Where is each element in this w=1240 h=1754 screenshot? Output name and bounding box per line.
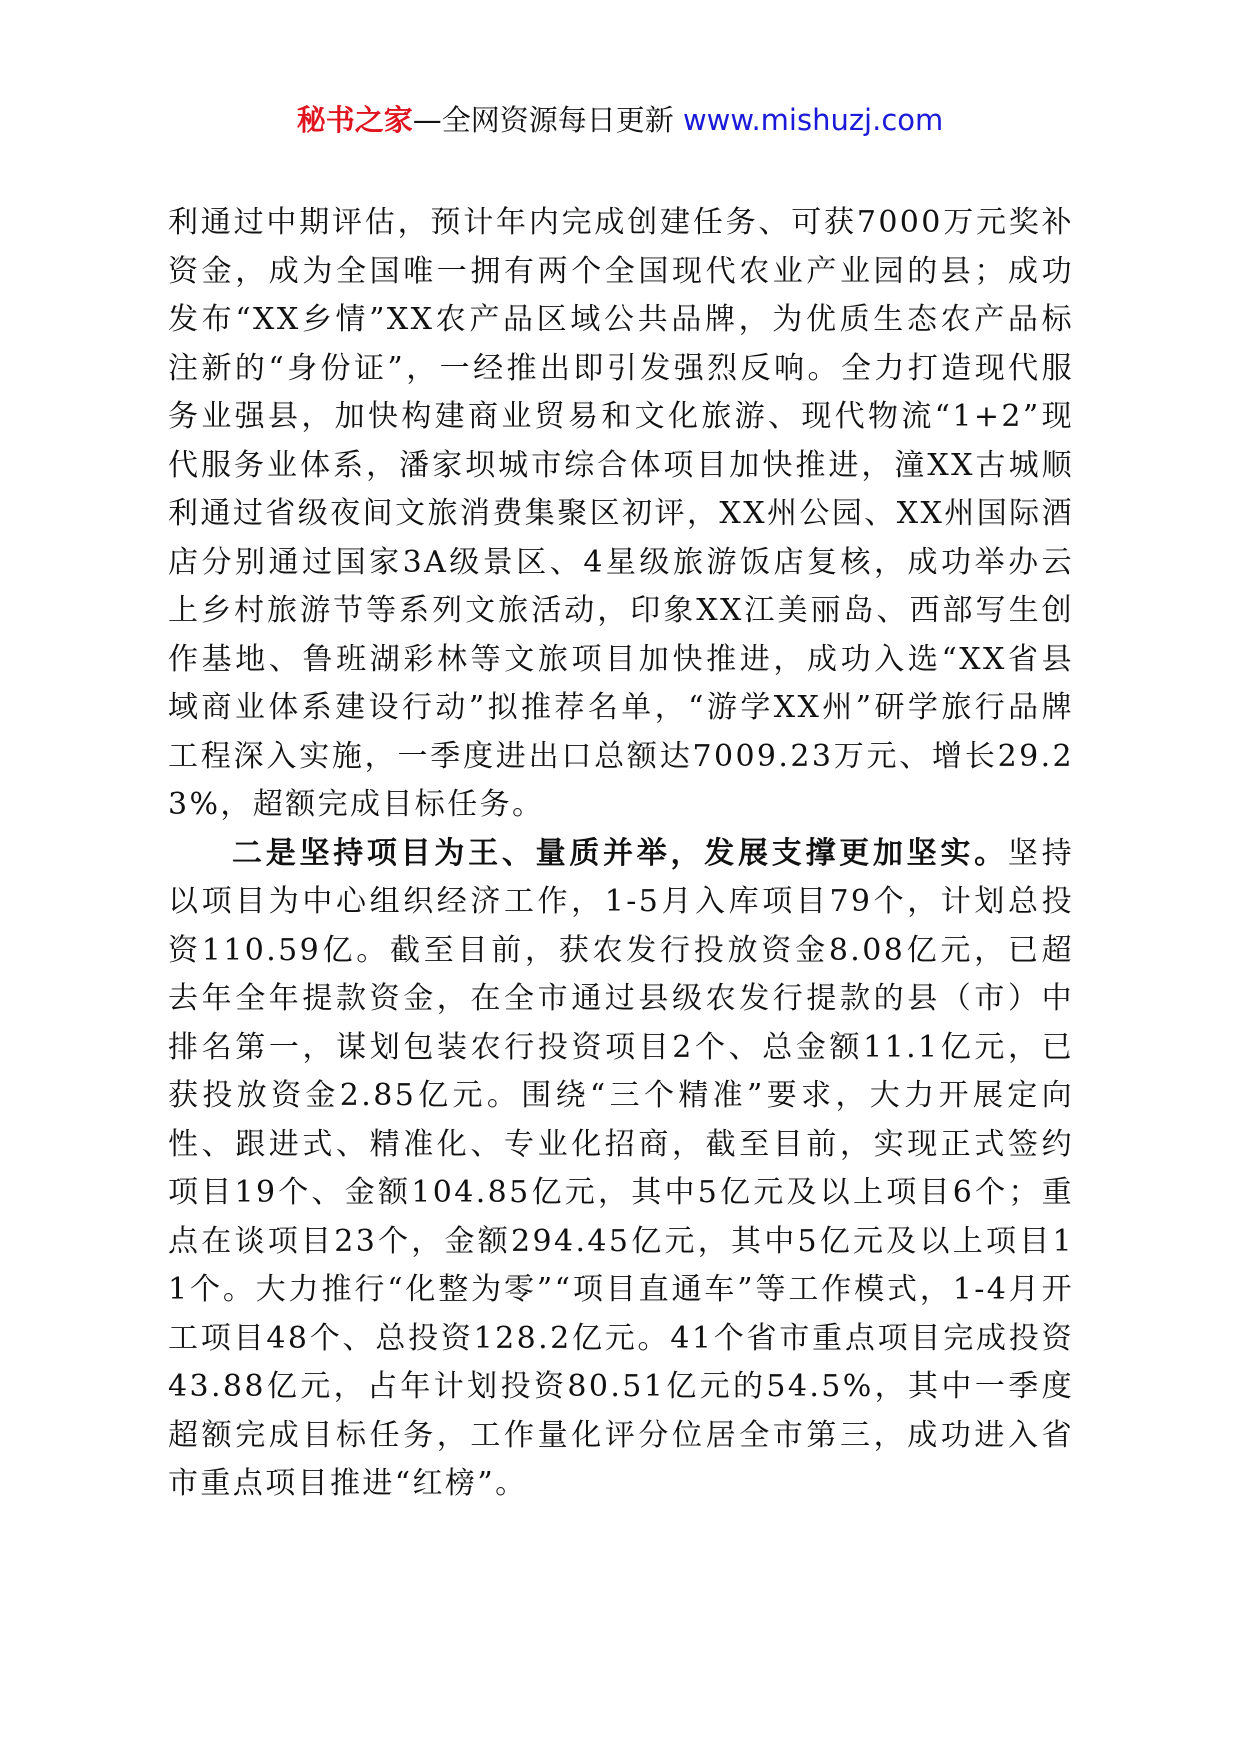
page-header [0, 100, 1240, 140]
header-slogan: —全网资源每日更新 [412, 103, 683, 137]
header-url-link[interactable]: www.mishuzj.com [682, 103, 944, 137]
paragraph-continued [168, 199, 1074, 830]
paragraph-text: 利通过中期评估，预计年内完成创建任务、可获7000万元奖补资金，成为全国唯一拥有两个全国现代农业产业园的县；成功发布“XX乡情”XX农产品区域公共品牌，为优质生态农产品标注新的“身份证”，一经推出即引发强烈反响。全力打造现代服务业强县，加快构建商业贸易和文化旅游、现代物流“1+2”现代服务业体系，潘家坝城市综合体项目加快推进，潼XX古城顺利通过省级夜间文旅消费集聚区初评，XX州公园、XX州国际酒店分别通过国家3A级景区、4星级旅游饭店复核，成功举办云上乡村旅游节等系列文旅活动，印象XX江美丽岛、西部写生创作基地、鲁班湖彩林等文旅项目加快推进，成功入选“XX省县域商业体系建设行动”拟推荐名单，“游学XX州”研学旅行品牌工程深入实施，一季度进出口总额达7009.23万元、增长29.23%，超额完成目标任务。 [168, 205, 1074, 822]
paragraph-project-support [168, 830, 1074, 1509]
paragraph-text: 坚持以项目为中心组织经济工作，1-5月入库项目79个，计划总投资110.59亿。截至目前，获农发行投放资金8.08亿元，已超去年全年提款资金，在全市通过县级农发行提款的县（市）中排名第一，谋划包装农行投资项目2个、总金额11.1亿元，已获投放资金2.85亿元。围绕“三个精准”要求，大力开展定向性、跟进式、精准化、专业化招商，截至目前，实现正式签约项目19个、金额104.85亿元，其中5亿元及以上项目6个；重点在谈项目23个，金额294.45亿元，其中5亿元及以上项目11个。大力推行“化整为零”“项目直通车”等工作模式，1-4月开工项目48个、总投资128.2亿元。41个省市重点项目完成投资43.88亿元，占年计划投资80.51亿元的54.5%，其中一季度超额完成目标任务，工作量化评分位居全市第三，成功进入省市重点项目推进“红榜”。 [168, 835, 1074, 1501]
paragraph-lead-heading: 二是坚持项目为王、量质并举，发展支撑更加坚实。 [232, 835, 1008, 871]
document-body [168, 199, 1074, 1509]
header-brand: 秘书之家 [296, 103, 413, 137]
